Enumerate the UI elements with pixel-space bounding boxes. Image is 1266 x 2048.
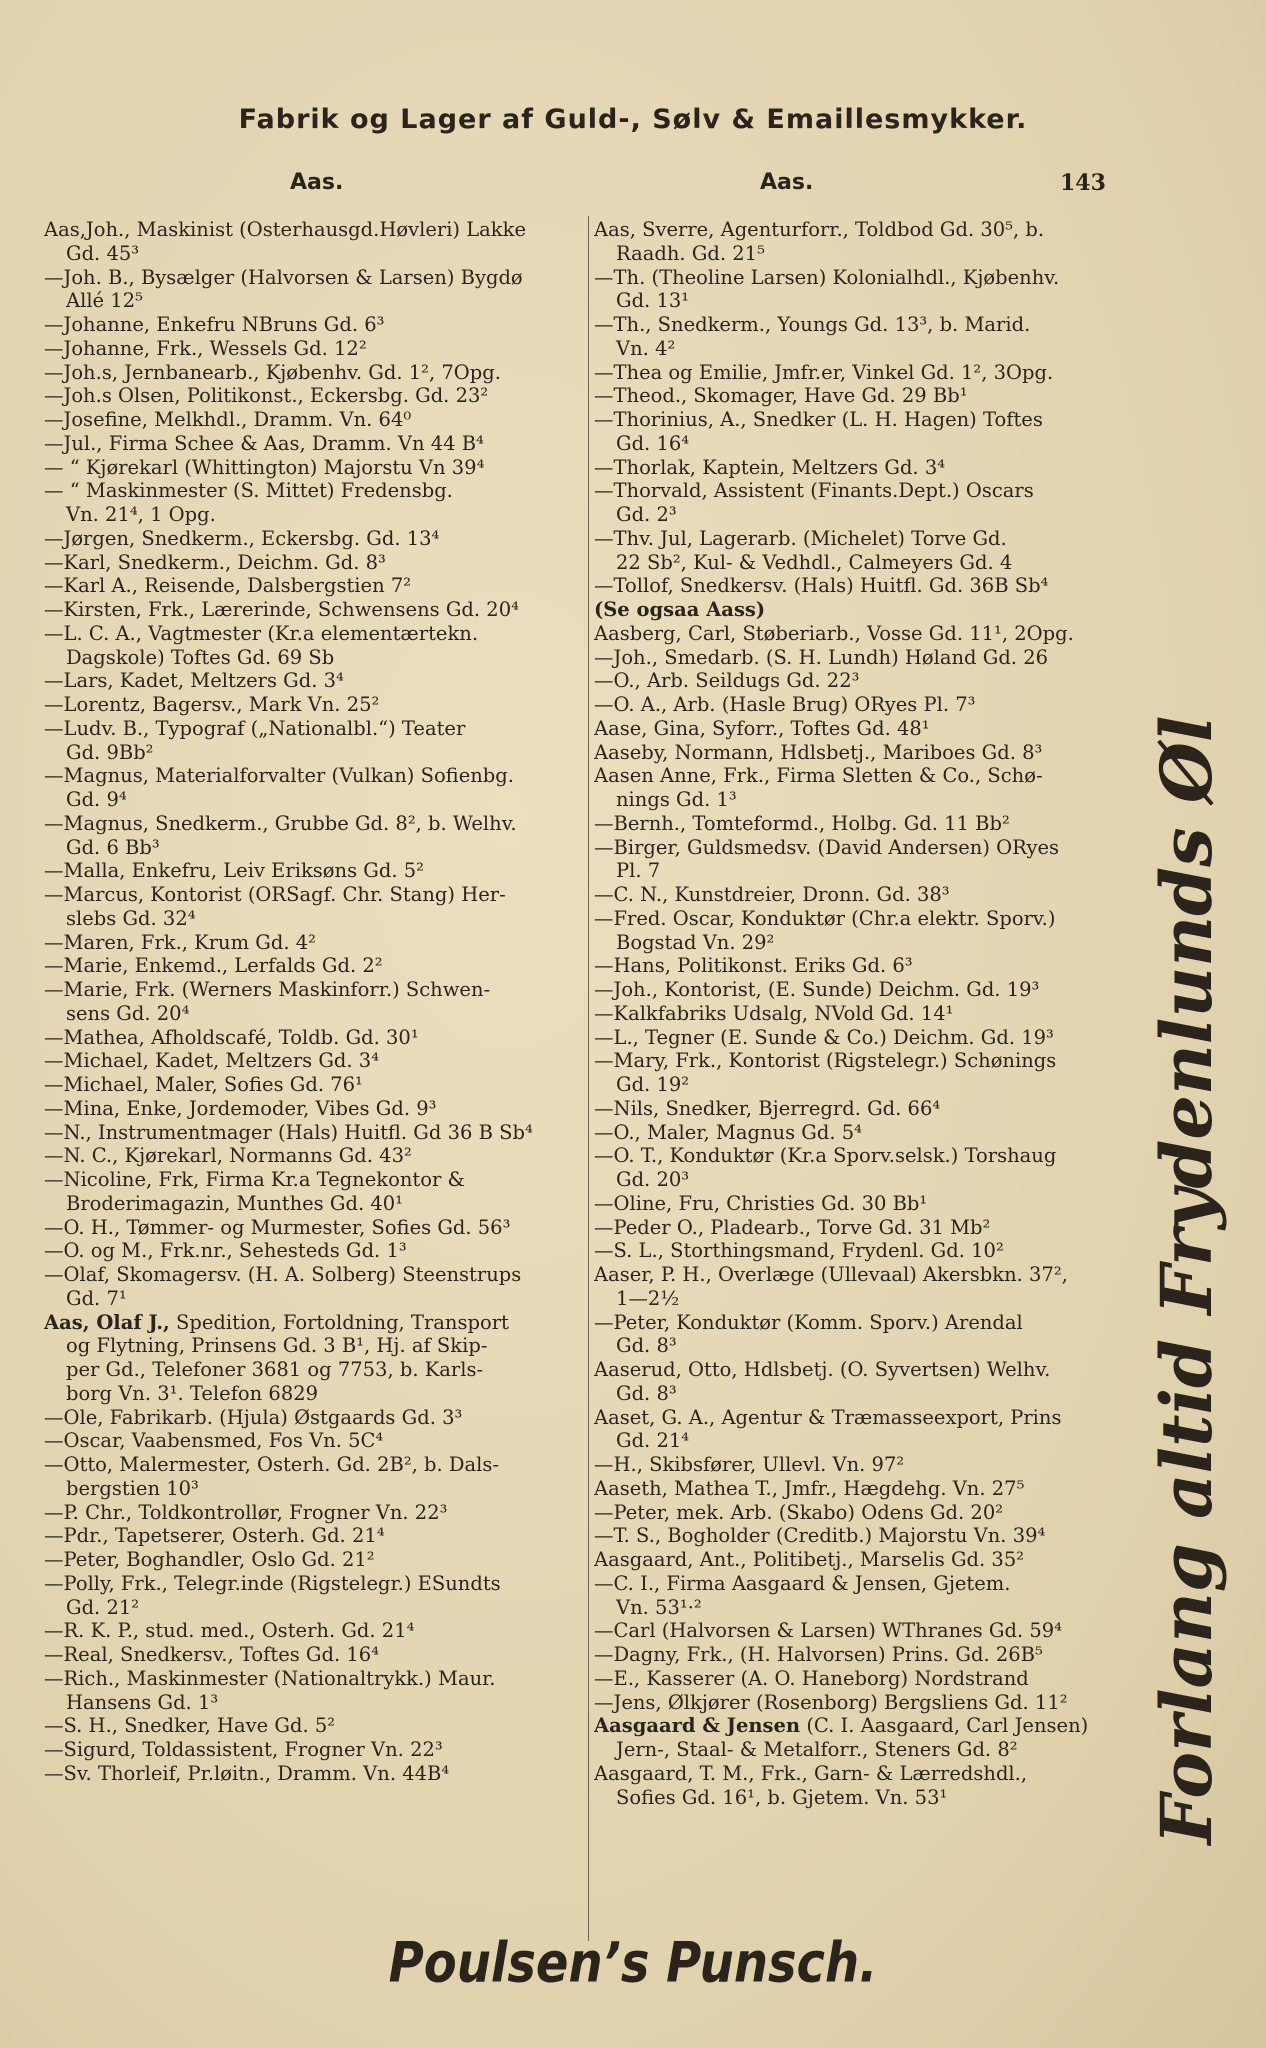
directory-line: Gd. 21⁴ bbox=[616, 1429, 690, 1453]
left-column-heading: Aas. bbox=[290, 170, 344, 195]
directory-line: Aaseby, Normann, Hdlsbetj., Mariboes Gd. 8³ bbox=[594, 740, 1043, 764]
directory-line: Raadh. Gd. 21⁵ bbox=[616, 241, 765, 265]
directory-line: —Jens, Ølkjører (Rosenborg) Bergsliens Gd. 11² bbox=[594, 1690, 1068, 1714]
directory-line: —Th., Snedkerm., Youngs Gd. 13³, b. Marid. bbox=[594, 313, 1031, 336]
directory-line: —Rich., Maskinmester (Nationaltrykk.) Maur. bbox=[44, 1666, 496, 1690]
side-advertisement: Forlang altid Frydenlunds Øl bbox=[1145, 715, 1228, 1845]
directory-line: —Marcus, Kontorist (ORSagf. Chr. Stang) Her- bbox=[44, 883, 506, 906]
directory-line: Aasgaard & Jensen (C. I. Aasgaard, Carl Jensen) bbox=[594, 1714, 1089, 1738]
directory-line: Gd. 13¹ bbox=[616, 289, 690, 313]
directory-line: —P. Chr., Toldkontrollør, Frogner Vn. 22³ bbox=[44, 1500, 448, 1524]
directory-line: —Michael, Maler, Sofies Gd. 76¹ bbox=[44, 1073, 363, 1096]
directory-line: Pl. 7 bbox=[616, 859, 661, 883]
directory-line: —Karl A., Reisende, Dalsbergstien 7² bbox=[44, 574, 412, 598]
directory-line: —Birger, Guldsmedsv. (David Andersen) ORyes bbox=[594, 835, 1060, 859]
directory-line: —E., Kasserer (A. O. Haneborg) Nordstrand bbox=[594, 1666, 1029, 1690]
directory-line: —Dagny, Frk., (H. Halvorsen) Prins. Gd. 26B⁵ bbox=[594, 1643, 1043, 1666]
directory-line: Gd. 21² bbox=[66, 1595, 140, 1619]
directory-line: —N. C., Kjørekarl, Normanns Gd. 43² bbox=[44, 1144, 412, 1168]
directory-line: —Sv. Thorleif, Pr.løitn., Dramm. Vn. 44B⁴ bbox=[44, 1761, 450, 1785]
directory-line: —Pdr., Tapetserer, Osterh. Gd. 21⁴ bbox=[44, 1524, 385, 1548]
directory-line: —Jul., Firma Schee & Aas, Dramm. Vn 44 B⁴ bbox=[44, 431, 484, 455]
directory-line: slebs Gd. 32⁴ bbox=[66, 906, 196, 930]
directory-line: Gd. 9⁴ bbox=[66, 788, 127, 811]
directory-line: —Karl, Snedkerm., Deichm. Gd. 8³ bbox=[44, 550, 386, 574]
directory-line: —Magnus, Snedkerm., Grubbe Gd. 8², b. Welhv. bbox=[44, 811, 517, 835]
directory-line: Gd. 45³ bbox=[66, 241, 140, 265]
directory-line: Gd. 16⁴ bbox=[616, 431, 690, 455]
directory-line: —Kirsten, Frk., Lærerinde, Schwensens Gd. 20⁴ bbox=[44, 598, 519, 621]
directory-line: —Nicoline, Frk, Firma Kr.a Tegnekontor & bbox=[44, 1168, 465, 1191]
directory-line: —S. H., Snedker, Have Gd. 5² bbox=[44, 1714, 336, 1738]
page-number: 143 bbox=[1060, 170, 1106, 196]
directory-line: —R. K. P., stud. med., Osterh. Gd. 21⁴ bbox=[44, 1619, 415, 1643]
directory-line: —O., Arb. Seildugs Gd. 22³ bbox=[594, 669, 860, 693]
directory-line: —Joh.s Olsen, Politikonst., Eckersbg. Gd. 23² bbox=[44, 384, 489, 408]
directory-line: Aaserud, Otto, Hdlsbetj. (O. Syvertsen) Welhv. bbox=[594, 1358, 1051, 1381]
directory-line: Aasgaard, Ant., Politibetj., Marselis Gd. 35² bbox=[594, 1548, 1025, 1571]
right-column-heading: Aas. bbox=[760, 170, 814, 195]
directory-line: og Flytning, Prinsens Gd. 3 B¹, Hj. af Skip- bbox=[66, 1334, 488, 1358]
directory-line: —C. N., Kunstdreier, Dronn. Gd. 38³ bbox=[594, 883, 950, 906]
directory-line: Vn. 21⁴, 1 Opg. bbox=[66, 503, 216, 526]
directory-line: —Ole, Fabrikarb. (Hjula) Østgaards Gd. 3³ bbox=[44, 1405, 463, 1429]
directory-line: Gd. 20³ bbox=[616, 1168, 690, 1191]
directory-line: —Olaf, Skomagersv. (H. A. Solberg) Steenstrups bbox=[44, 1263, 522, 1286]
directory-line: —Johanne, Enkefru NBruns Gd. 6³ bbox=[44, 313, 385, 336]
directory-line: —N., Instrumentmager (Hals) Huitfl. Gd 36 B Sb⁴ bbox=[44, 1120, 533, 1144]
directory-line: Jern-, Staal- & Metalforr., Steners Gd. 8² bbox=[616, 1738, 1018, 1761]
directory-line: bergstien 10³ bbox=[66, 1476, 199, 1500]
directory-line: nings Gd. 1³ bbox=[616, 788, 737, 811]
directory-line: —Thorlak, Kaptein, Meltzers Gd. 3⁴ bbox=[594, 455, 946, 479]
directory-line: Dagskole) Toftes Gd. 69 Sb bbox=[66, 645, 335, 669]
directory-line: — “ Maskinmester (S. Mittet) Fredensbg. bbox=[44, 479, 453, 503]
directory-line: —Joh. B., Bysælger (Halvorsen & Larsen) Bygdø bbox=[44, 265, 523, 289]
directory-line: —Hans, Politikonst. Eriks Gd. 6³ bbox=[594, 954, 913, 978]
left-column-entries bbox=[44, 218, 584, 1786]
directory-line: Bogstad Vn. 29² bbox=[616, 930, 775, 954]
directory-line: —Kalkfabriks Udsalg, NVold Gd. 14¹ bbox=[594, 1001, 954, 1025]
directory-line: —Michael, Kadet, Meltzers Gd. 3⁴ bbox=[44, 1049, 380, 1073]
directory-line: Gd. 8³ bbox=[616, 1334, 677, 1358]
directory-line: —Marie, Enkemd., Lerfalds Gd. 2² bbox=[44, 954, 383, 978]
directory-line: Sofies Gd. 16¹, b. Gjetem. Vn. 53¹ bbox=[616, 1785, 948, 1809]
directory-line: —Real, Snedkersv., Toftes Gd. 16⁴ bbox=[44, 1643, 380, 1666]
directory-line: —Oline, Fru, Christies Gd. 30 Bb¹ bbox=[594, 1191, 928, 1215]
directory-line: Gd. 7¹ bbox=[66, 1286, 127, 1310]
directory-line: —Tollof, Snedkersv. (Hals) Huitfl. Gd. 36B Sb⁴ bbox=[594, 574, 1049, 598]
directory-line: —Joh., Smedarb. (S. H. Lundh) Høland Gd. 26 bbox=[594, 645, 1049, 669]
directory-line: —S. L., Storthingsmand, Frydenl. Gd. 10² bbox=[594, 1239, 1004, 1263]
directory-line: —L., Tegner (E. Sunde & Co.) Deichm. Gd. 19³ bbox=[594, 1025, 1054, 1049]
directory-line: —O., Maler, Magnus Gd. 5⁴ bbox=[594, 1120, 862, 1144]
directory-line: Gd. 8³ bbox=[616, 1381, 677, 1405]
directory-line: Aaset, G. A., Agentur & Træmasseexport, Prins bbox=[594, 1405, 1062, 1429]
directory-line: Gd. 6 Bb³ bbox=[66, 835, 160, 859]
directory-line: —Mina, Enke, Jordemoder, Vibes Gd. 9³ bbox=[44, 1096, 437, 1120]
directory-line: —Th. (Theoline Larsen) Kolonialhdl., Kjøbenhv. bbox=[594, 265, 1060, 289]
directory-line: Aasen Anne, Frk., Firma Sletten & Co., Schø- bbox=[594, 764, 1043, 788]
directory-line: Gd. 19² bbox=[616, 1073, 690, 1096]
directory-line: Hansens Gd. 1³ bbox=[66, 1690, 219, 1714]
directory-line: —Josefine, Melkhdl., Dramm. Vn. 64⁰ bbox=[44, 408, 412, 431]
directory-line: —Otto, Malermester, Osterh. Gd. 2B², b. Dals- bbox=[44, 1453, 500, 1476]
directory-line: —Malla, Enkefru, Leiv Eriksøns Gd. 5² bbox=[44, 859, 424, 883]
directory-line: —Theod., Skomager, Have Gd. 29 Bb¹ bbox=[594, 384, 968, 408]
directory-line: —Bernh., Tomteformd., Holbg. Gd. 11 Bb² bbox=[594, 811, 1010, 835]
directory-line: —Oscar, Vaabensmed, Fos Vn. 5C⁴ bbox=[44, 1429, 384, 1453]
directory-line: —Lorentz, Bagersv., Mark Vn. 25² bbox=[44, 693, 380, 716]
directory-line: Aasberg, Carl, Støberiarb., Vosse Gd. 11¹, 2Opg. bbox=[594, 621, 1074, 645]
directory-line: —L. C. A., Vagtmester (Kr.a elementærtekn. bbox=[44, 621, 479, 645]
directory-line: —T. S., Bogholder (Creditb.) Majorstu Vn. 39⁴ bbox=[594, 1524, 1046, 1548]
directory-line: Aas,Joh., Maskinist (Osterhausgd.Høvleri) Lakke bbox=[44, 218, 526, 241]
directory-line: —Jørgen, Snedkerm., Eckersbg. Gd. 13⁴ bbox=[44, 526, 440, 550]
directory-line: —Thorinius, A., Snedker (L. H. Hagen) Toftes bbox=[594, 408, 1043, 431]
directory-line: —O. og M., Frk.nr., Sehesteds Gd. 1³ bbox=[44, 1239, 407, 1263]
directory-line: —Peter, Konduktør (Komm. Sporv.) Arendal bbox=[594, 1310, 1023, 1334]
directory-line: —Mary, Frk., Kontorist (Rigstelegr.) Schønings bbox=[594, 1049, 1057, 1073]
directory-line: —Sigurd, Toldassistent, Frogner Vn. 22³ bbox=[44, 1738, 443, 1761]
banner-advertisement: Fabrik og Lager af Guld-, Sølv & Emaillesmykker. bbox=[238, 104, 1028, 135]
directory-line: —Thv. Jul, Lagerarb. (Michelet) Torve Gd. bbox=[594, 526, 1007, 550]
directory-line: —Johanne, Frk., Wessels Gd. 12² bbox=[44, 336, 367, 360]
directory-line: —Mathea, Afholdscafé, Toldb. Gd. 30¹ bbox=[44, 1025, 419, 1049]
directory-line: Gd. 9Bb² bbox=[66, 740, 154, 764]
directory-line: 1—2½ bbox=[616, 1286, 680, 1310]
directory-line: —O. T., Konduktør (Kr.a Sporv.selsk.) Torshaug bbox=[594, 1144, 1057, 1168]
directory-line: —Peder O., Pladearb., Torve Gd. 31 Mb² bbox=[594, 1215, 991, 1239]
directory-line: 22 Sb², Kul- & Vedhdl., Calmeyers Gd. 4 bbox=[616, 550, 1013, 574]
directory-line: —Carl (Halvorsen & Larsen) WThranes Gd. 59⁴ bbox=[594, 1619, 1062, 1643]
directory-line: Aas, Sverre, Agenturforr., Toldbod Gd. 30⁵, b. bbox=[594, 218, 1045, 241]
directory-line: per Gd., Telefoner 3681 og 7753, b. Karls- bbox=[66, 1358, 484, 1381]
directory-line: —Polly, Frk., Telegr.inde (Rigstelegr.) ESundts bbox=[44, 1571, 501, 1595]
directory-line: Aaser, P. H., Overlæge (Ullevaal) Akersbkn. 37², bbox=[594, 1263, 1068, 1286]
directory-line: —Joh., Kontorist, (E. Sunde) Deichm. Gd. 19³ bbox=[594, 978, 1040, 1001]
directory-line: —O. A., Arb. (Hasle Brug) ORyes Pl. 7³ bbox=[594, 693, 976, 716]
directory-line: Broderimagazin, Munthes Gd. 40¹ bbox=[66, 1191, 403, 1215]
directory-line: Aaseth, Mathea T., Jmfr., Hægdehg. Vn. 27⁵ bbox=[594, 1476, 1025, 1500]
directory-line: —O. H., Tømmer- og Murmester, Sofies Gd. 56³ bbox=[44, 1215, 511, 1239]
directory-line: —Peter, mek. Arb. (Skabo) Odens Gd. 20² bbox=[594, 1500, 1004, 1524]
directory-line: Aas, Olaf J., Spedition, Fortoldning, Transport bbox=[44, 1310, 509, 1334]
column-divider bbox=[588, 216, 589, 1941]
directory-line: —Nils, Snedker, Bjerregrd. Gd. 66⁴ bbox=[594, 1096, 941, 1120]
directory-line: —C. I., Firma Aasgaard & Jensen, Gjetem. bbox=[594, 1571, 1011, 1595]
directory-line: sens Gd. 20⁴ bbox=[66, 1001, 190, 1025]
directory-line: Aasgaard, T. M., Frk., Garn- & Lærredshdl., bbox=[594, 1761, 1028, 1785]
directory-line: —Ludv. B., Typograf („Nationalbl.“) Teater bbox=[44, 716, 466, 740]
directory-line: Gd. 2³ bbox=[616, 503, 677, 526]
directory-line: —Maren, Frk., Krum Gd. 4² bbox=[44, 930, 316, 954]
bottom-advertisement: Poulsen’s Punsch. bbox=[388, 1930, 878, 1996]
directory-line: Vn. 53¹·² bbox=[616, 1595, 702, 1619]
directory-line: —H., Skibsfører, Ullevl. Vn. 97² bbox=[594, 1453, 905, 1476]
directory-line: —Marie, Frk. (Werners Maskinforr.) Schwen- bbox=[44, 978, 491, 1001]
directory-line: —Thorvald, Assistent (Finants.Dept.) Oscars bbox=[594, 479, 1034, 503]
directory-line: borg Vn. 3¹. Telefon 6829 bbox=[66, 1381, 319, 1405]
directory-line: Aase, Gina, Syforr., Toftes Gd. 48¹ bbox=[594, 716, 930, 740]
directory-line: — “ Kjørekarl (Whittington) Majorstu Vn 39⁴ bbox=[44, 455, 485, 479]
directory-line: —Thea og Emilie, Jmfr.er, Vinkel Gd. 1², 3Opg. bbox=[594, 360, 1054, 384]
right-column-entries bbox=[594, 218, 1134, 1809]
directory-line: —Lars, Kadet, Meltzers Gd. 3⁴ bbox=[44, 669, 344, 693]
directory-line: —Fred. Oscar, Konduktør (Chr.a elektr. Sporv.) bbox=[594, 906, 1056, 930]
directory-line: Allé 12⁵ bbox=[66, 289, 143, 313]
directory-line: —Joh.s, Jernbanearb., Kjøbenhv. Gd. 1², 7Opg. bbox=[44, 360, 501, 384]
directory-line: Vn. 4² bbox=[616, 336, 676, 360]
directory-line: —Peter, Boghandler, Oslo Gd. 21² bbox=[44, 1548, 375, 1571]
directory-line: —Magnus, Materialforvalter (Vulkan) Sofienbg. bbox=[44, 764, 514, 788]
directory-line: (Se ogsaa Aass) bbox=[594, 598, 766, 621]
